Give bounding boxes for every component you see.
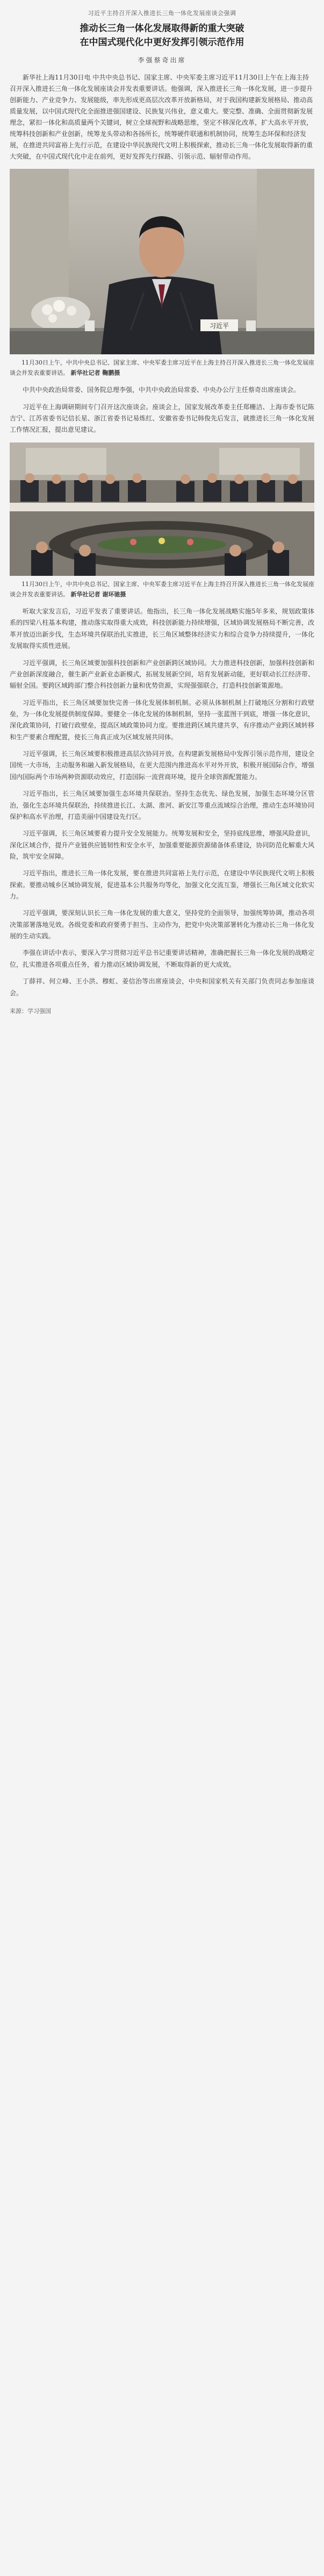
between-paragraphs bbox=[0, 384, 324, 436]
photo-caption-2 bbox=[10, 579, 314, 600]
photo-caption-1-credit: 新华社记者 鞠鹏摄 bbox=[70, 369, 120, 376]
body-paragraph: 习近平强调，长三角区域要积极推进高层次协同开放。在构建新发展格局中发挥引领示范作用，建设全国统一大市场，主动服务和融入新发展格局，在更大范围内推进高水平对外开放，积极开展国际合作，增强国内国际两个市场两种资源联动效应，打造国际一流营商环境，提升全球资源配置能力。 bbox=[10, 750, 314, 781]
body-paragraph: 习近平指出，长三角区域要加强生态环境共保联治。坚持生态优先、绿色发展，加强生态环境分区管治，强化生态环境共保联治，持续推进长江、太湖、淮河、新安江等重点流域综合治理，推动生态环境协同保护和高水平治理，打造美丽中国建设先行区。 bbox=[10, 790, 314, 820]
photo-caption-2-credit: 新华社记者 谢环驰摄 bbox=[70, 590, 126, 598]
photo-caption-1-text: 11月30日上午，中共中央总书记、国家主席、中央军委主席习近平在上海主持召开深入推进长三角一体化发展座谈会并发表重要讲话。 bbox=[10, 359, 314, 376]
article-subtitle: 习近平主持召开深入推进长三角一体化发展座谈会强调 bbox=[88, 10, 236, 17]
photo-caption-2-text: 11月30日上午，中共中央总书记、国家主席、中央军委主席习近平在上海主持召开深入推进长三角一体化发展座谈会并发表重要讲话。 bbox=[10, 580, 314, 598]
nameplate-text: 习近平 bbox=[209, 322, 229, 330]
between-paragraph: 中共中央政治局常委、国务院总理李强，中共中央政治局常委、中央办公厅主任蔡奇出席座谈会。 bbox=[23, 386, 300, 394]
photo-caption-1 bbox=[10, 358, 314, 379]
body-paragraph: 丁薛祥、何立峰、王小洪、穆虹、姜信治等出席座谈会，中央和国家机关有关部门负责同志参加座谈会。 bbox=[10, 977, 314, 997]
article-source: 来源：学习强国 bbox=[10, 1007, 51, 1015]
photo-meeting-hall bbox=[10, 443, 314, 576]
photo-speaker bbox=[10, 169, 314, 354]
body-paragraph: 习近平强调，长三角区域要着力提升安全发展能力。统筹发展和安全，坚持底线思维，增强风险意识，深化区域合作，提升产业链供应链韧性和安全水平，加强重要能源资源储备体系建设，协同防范化解重大风险，筑牢安全屏障。 bbox=[10, 830, 314, 860]
body-paragraph: 习近平强调，要深刻认识长三角一体化发展的重大意义，坚持党的全面领导，加强统筹协调，推动各项决策部署落地见效。各级党委和政府要勇于担当、主动作为，把党中央决策部署转化为推动长三角一体化发展的生动实践。 bbox=[10, 909, 314, 940]
article-title-line1: 推动长三角一体化发展取得新的重大突破 bbox=[80, 23, 244, 34]
body-paragraph: 习近平指出，推进长三角一体化发展，要在推进共同富裕上先行示范，在建设中华民族现代文明上积极探索。要推动城乡区域协调发展，促进基本公共服务均等化，加强文化交流互鉴，增强长三角区域文化软实力。 bbox=[10, 869, 314, 901]
body-paragraph: 习近平指出，长三角区域要加快完善一体化发展体制机制。必须从体制机制上打破地区分割和行政壁垒，为一体化发展提供制度保障。要健全一体化发展的体制机制，坚持一张蓝图干到底，增强一体化意识，深化政策协同，打破行政壁垒，提高区域政策协同力度。要推进跨区域共建共享，有序推动产业跨区域转移和生产要素合理配置，使长三角真正成为区域发展共同体。 bbox=[10, 698, 314, 741]
between-paragraph: 习近平在上海调研期间专门召开这次座谈会。座谈会上，国家发展改革委主任郑栅洁、上海市委书记陈吉宁、江苏省委书记信长星、浙江省委书记易炼红、安徽省委书记韩俊先后发言，就推进长三角一体化发展工作情况汇报，提出意见建议。 bbox=[10, 403, 314, 434]
body-paragraph: 李强在讲话中表示，要深入学习贯彻习近平总书记重要讲话精神，准确把握长三角一体化发展的战略定位，扎实推进各项重点任务，着力推动区域协调发展，不断取得新的更大成效。 bbox=[10, 949, 314, 968]
lead-paragraph: 新华社上海11月30日电 中共中央总书记、国家主席、中央军委主席习近平11月30日上午在上海主持召开深入推进长三角一体化发展座谈会并发表重要讲话。他强调，深入推进长三角一体化发展，进一步提升创新能力、产业竞争力、发展能级，率先形成更高层次改革开放新格局，对于我国构建新发展格局、推动高质量发展，以中国式现代化全面推进强国建设、民族复兴伟业，意义重大。要完整、准确、全面贯彻新发展理念，紧扣一体化和高质量两个关键词，树立全球视野和战略思维，坚定不移深化改革，扩大高水平开放，统筹科技创新和产业创新，统筹龙头带动和各扬所长，统筹硬件联通和机制协同，统筹生态环保和经济发展，在推进共同富裕上先行示范，在建设中华民族现代文明上积极探索，推动长三角一体化发展取得新的重大突破，在中国式现代化中走在前列，更好发挥先行探路、引领示范、辐射带动作用。 bbox=[10, 73, 313, 160]
body-paragraph: 听取大家发言后，习近平发表了重要讲话。他指出，长三角一体化发展战略实施5年多来，规划政策体系的四梁八柱基本构建，推动落实取得重大成效，科技创新能力持续增强，区域协调发展格局不断完善，改革开放迈出新步伐，生态环境共保联治扎实推进，长三角区域整体经济实力和综合竞争力持续提升，一体化发展取得实质性进展。 bbox=[10, 608, 314, 650]
article-header bbox=[0, 0, 324, 65]
body-paragraph: 习近平强调，长三角区域要加强科技创新和产业创新跨区域协同。大力推进科技创新，加强科技创新和产业创新深度融合，催生新产业新业态新模式，拓展发展新空间，培育发展新动能，更好联动长江经济带、辐射全国。要跨区域跨部门整合科技创新力量和优势资源，实现强强联合，打造科技创新策源地。 bbox=[10, 659, 314, 690]
article-title-line2: 在中国式现代化中更好发挥引领示范作用 bbox=[80, 37, 244, 48]
article-byline: 李强蔡奇出席 bbox=[138, 56, 186, 64]
article-body bbox=[0, 606, 324, 999]
